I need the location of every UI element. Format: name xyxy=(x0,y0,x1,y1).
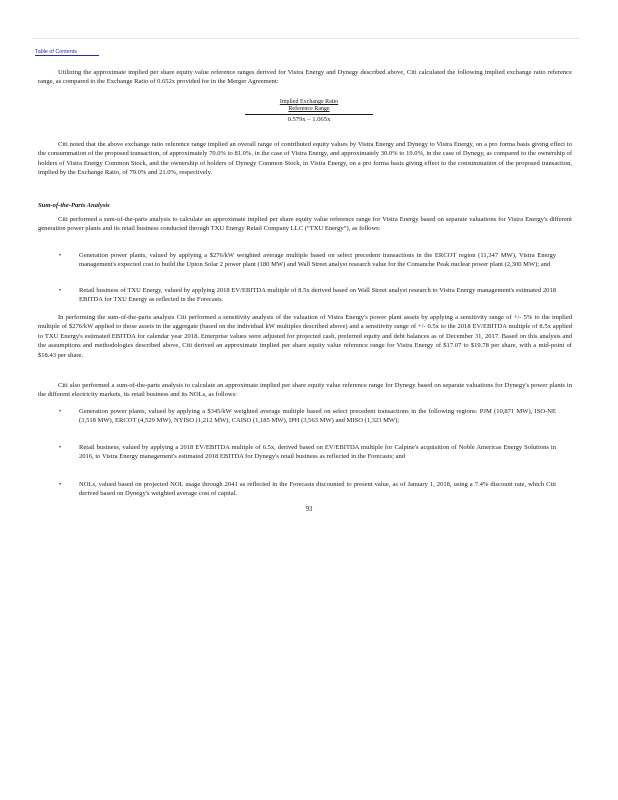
page-number: 93 xyxy=(305,506,313,513)
exchange-ratio-table xyxy=(245,99,373,124)
exchange-ratio-rule xyxy=(245,114,373,115)
paragraph-exchange-intro: Utilizing the approximate implied per share equity value reference ranges derived for Vistra Energy and Dynegy described above, Citi calculated the following implied exchange ratio reference range, as compared to the Exchange Ratio of 0.652x provided for in the Merger Agreement: xyxy=(38,69,572,86)
paragraph-vistra-sotp-intro: Citi performed a sum-of-the-parts analysis to calculate an approximate implied per share equity value reference range for Vistra Energy based on separate valuations for Vistra Energy's different generation power plants and its retail business conducted through TXU Energy Retail Company LLC (“TXU Energy”), as follows: xyxy=(38,216,572,233)
exchange-ratio-subtitle: Reference Range xyxy=(288,106,330,113)
exchange-ratio-value: 0.579x – 1.065x xyxy=(287,116,331,124)
paragraph-dynegy-sotp-intro: Citi also performed a sum-of-the-parts analysis to calculate an approximate implied per share equity value reference range for Dynegy based on separate valuations for Dynegy's power plants in the different electricity markets, its retail business and its NOLs, as follows: xyxy=(38,382,572,399)
bullet-glyph: • xyxy=(59,287,62,294)
list-item-text: Retail business of TXU Energy, valued by applying 2018 EV/EBITDA multiple of 8.5x derived based on Wall Street analyst research to Vistra Energy management's estimated 2018 EBITDA for TXU Energy as reflected in the Forecasts. xyxy=(79,287,556,304)
table-of-contents-link[interactable]: Table of Contents xyxy=(35,49,99,56)
bullet-glyph: • xyxy=(59,481,62,488)
paragraph-contributed-equity: Citi noted that the above exchange ratio reference range implied an overall range of contributed equity values by Vistra Energy and Dynegy to Vistra Energy, on a pro forma basis giving effect to the consummation of the proposed transaction, of approximately 70.0% to 81.0%, in the case of Vistra Energy, and approximately 30.0% to 19.0%, in the case of Dynegy, as compared to the ownership of holders of Vistra Energy Common Stock, and the ownership of holders of Dynegy Common Stock, in Vistra Energy, on a pro forma basis giving effect to the consummation of the proposed transaction, implied by the Exchange Ratio, of 79.0% and 21.0%, respectively. xyxy=(38,141,572,177)
bullet-glyph: • xyxy=(59,252,62,259)
list-item-text: Generation power plants, valued by applying a $345/kW weighted average multiple based on select precedent transactions in the following regions: PJM (10,871 MW), ISO-NE (3,518 MW), ERCOT (4,529 MW), NYISO (1,212 MW), CAISO (1,185 MW), IPH (3,563 MW) and MISO (1,323 MW); xyxy=(79,408,556,425)
section-heading-sum-of-parts: Sum-of-the-Parts Analysis xyxy=(38,202,110,209)
list-item-text: NOLs, valued based on projected NOL usage through 2041 as reflected in the Forecasts discounted to present value, as of January 1, 2018, using a 7.4% discount rate, which Citi derived based on Dynegy's weighted average cost of capital. xyxy=(79,481,556,498)
paragraph-sensitivity-analysis: In performing the sum-of-the-parts analysis Citi performed a sensitivity analysis of the valuation of Vistra Energy's power plant assets by applying a sensitivity range of +/- 5% to the implied multiple of $276/kW applied to those assets in the aggregate (based on the individual kW multiples described above) and a sensitivity range of +/- 0.5x to the 2018 EV/EBITDA multiple of 8.5x applied to TXU Energy's estimated EBITDA for calendar year 2018. Enterprise values were adjusted for projected cash, preferred equity and debt balances as of December 31, 2017. Based on this analysis and the assumptions and methodologies described above, Citi derived an approximate implied per share equity value reference range for Vistra Energy of $17.07 to $19.78 per share, with a mid-point of $18.43 per share. xyxy=(38,314,572,359)
list-item-text: Retail business, valued by applying a 2018 EV/EBITDA multiple of 6.5x, derived based on EV/EBITDA multiple for Calpine's acquisition of Noble Americas Energy Solutions in 2016, to Vistra Energy management's estimated 2018 EBITDA for Dynegy's retail business as reflected in the Forecasts; and xyxy=(79,444,556,461)
bullet-glyph: • xyxy=(59,444,62,451)
exchange-ratio-title: Implied Exchange Ratio xyxy=(279,99,339,105)
bullet-glyph: • xyxy=(59,408,62,415)
top-divider xyxy=(32,38,580,39)
list-item-text: Generation power plants, valued by applying a $276/kW weighted average multiple based on select precedent transactions in the ERCOT region (11,347 MW), Vistra Energy management's expected cost to build the Upton Solar 2 power plant (180 MW) and Wall Street analyst research value for the Comanche Peak nuclear power plant (2,300 MW); and xyxy=(79,252,556,269)
